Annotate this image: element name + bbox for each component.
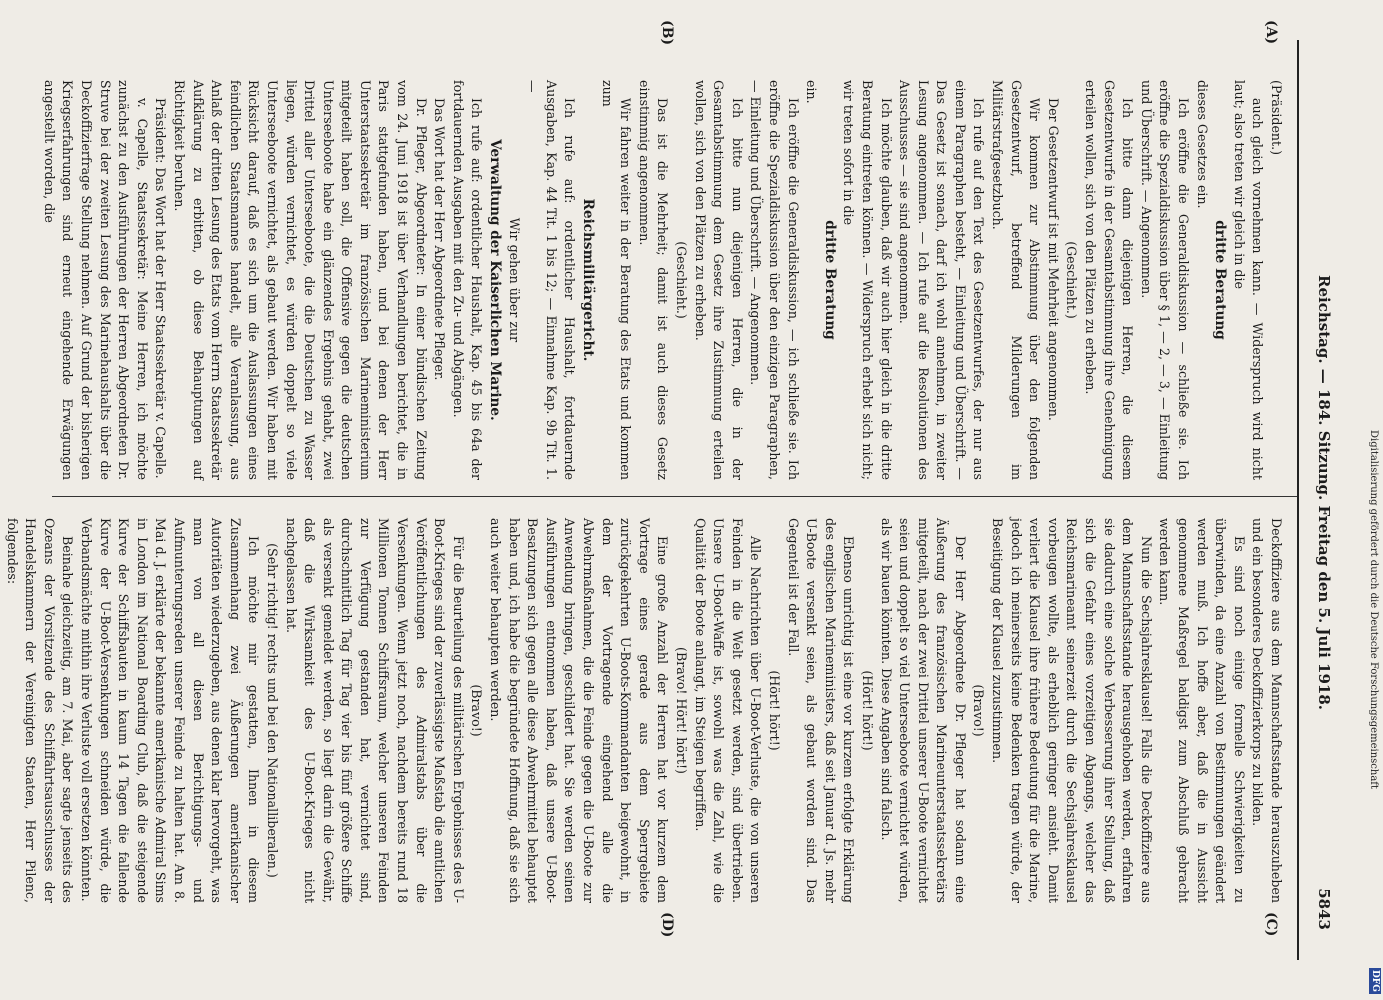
paragraph: auch gleich vornehmen kann. — Widerspruch wird nicht laut; also treten wir gleich in die [1231,80,1266,480]
interjection: (Bravo!) [469,684,485,737]
paragraph: Der Gesetzentwurf ist mit Mehrheit angenommen. [1045,98,1061,421]
margin-mark-a: (A) [1263,20,1279,45]
paragraph: dieses Gesetzes ein. [1194,80,1210,209]
paragraph: Deckoffiziere aus dem Mannschaftsstande herauszuheben und ein besonderes Deckoffizierkorps zu bilden. [1250,518,1284,903]
header-title: Reichstag. — 184. Sitzung. Freitag den 5. Juli 1918. [1315,275,1333,710]
margin-mark-b: (B) [659,20,675,46]
quotation [0,518,2,903]
paragraph: Das ist die Mehrheit; damit ist auch dieses Gesetz einstimmig angenommen. [636,80,671,480]
interjection: (Geschieht.) [674,241,689,319]
interjection: (Geschieht.) [1064,241,1080,319]
paragraph: Alle Nachrichten über U-Boot-Verluste, die von unseren Feinden in die Welt gesetzt werden, sind übertrieben. Unsere U-Boot-Waffe ist, sowohl was die Zahl, wie die Qualität der Boote anlangt, im Steigen begriffen. [692,518,764,903]
text-column-left [39,80,1285,480]
margin-mark-c: (C) [1263,912,1279,937]
paragraph: Wir fahren weiter in der Beratung des Etats und kommen zum [599,80,634,480]
paragraph: Wir kommen zur Abstimmung über den folgenden Gesetzentwurf, betreffend Milderungen im Militärstrafgesetzbuch. [990,80,1043,480]
paragraph: Ich eröffne die Generaldiskussion, — ich schließe sie. Ich eröffne die Spezialdiskussion über den einzigen Paragraphen, — Einleitung und Überschrift. — Angenommen. [748,80,801,480]
section-heading: dritte Beratung [1212,220,1229,340]
paragraph: Eine große Anzahl der Herren hat vor kurzem dem Vortrage eines gerade aus dem Sperrgebiete zurückgekehrten U-Boots-Kommandanten beigewohnt, in dem der Vortragende eingehend alle die Abwehrmaßnahmen, die die Feinde gegen die U-Boote zur Anwendung bringen, geschildert hat. Sie werden seinen Ausführungen entnommen haben, daß unsere U-Boot-Besatzungen sich gegen alle diese Abwehrmittel behauptet haben und, ich habe die begründete Hoffnung, daß sie sich auch weiter behaupten werden. [488,518,671,903]
paragraph: Für die Beurteilung des militärischen Ergebnisses des U-Boot-Krieges sind der zuverlässigste Maßstab die amtlichen Veröffentlichungen des Admiralstabs über die Versenkungen. Wenn jetzt noch, nachdem bereits rund 18 Millionen Tonnen Schiffsraum, welcher unseren Feinden zur Verfügung gestanden hat, vernichtet sind, durchschnittlich Tag für Tag vier bis fünf größere Schiffe als versenkt gemeldet werden, so liegt darin die Gewähr, daß die Wirksamkeit des U-Boot-Krieges nicht nachgelassen hat. [283,518,466,903]
page-number: 5843 [1315,888,1333,930]
digitization-credit: Digitalisierung gefördert durch die Deutsche Forschungsgemeinschaft [1368,430,1379,789]
dfg-logo-icon: DFG [1370,970,1380,992]
column-divider [52,496,1297,497]
paragraph: Ich eröffne die Generaldiskussion — schließe sie. Ich eröffne die Spezialdiskussion über § 1, — 2, — 3, — Einleitung und Überschrift. — Angenommen. [1138,80,1192,480]
paragraph: Ebenso unrichtig ist eine vor kurzem erfolgte Erklärung des englischen Marineministers, daß seit Januar d. Js. mehr U-Boote versenkt seien, als gebaut worden sind. Das Gegenteil ist der Fall. [785,518,857,903]
interjection: (Hört! hört!) [766,670,782,751]
page-header [1301,55,1341,930]
paragraph: Ich rufe auf den Text des Gesetzentwurfes, der nur aus einem Paragraphen besteht, — Einleitung und Überschrift. — Das Gesetz ist sonach, darf ich wohl annehmen, in zweiter Lesung angenommen. — Ich rufe auf die Resolutionen des Ausschusses — sie sind angenommen. [897,80,987,480]
section-heading: Reichsmilitärgericht. [580,198,597,362]
interjection: (Bravo! Hört! hört!) [674,647,689,774]
speech: Präsident: Das Wort hat der Herr Staatssekretär v. Capelle. [153,98,169,479]
paragraph: Der Herr Abgeordnete Dr. Pfleger hat sodann eine Äußerung des französischen Marineunterstaatssekretärs mitgeteilt, nach der zwei Drittel unserer U-Boote vernichtet seien und doppelt so viel Unterseeboote vernichtet würden, als wir bauen könnten. Diese Angaben sind falsch. [878,518,968,903]
paragraph: Ich möchte mir gestatten, Ihnen in diesem Zusammenhang zwei Äußerungen amerikanischer Autoritäten wiederzugeben, aus denen klar hervorgeht, was man von all diesen Berichtigungs- und Aufmunterungsreden unserer Feinde zu halten hat. Am 8. Mai d. J. erklärte der bekannte amerikanische Admiral Sims in London im National Boarding Club, daß die steigende Kurve der Schiffsbauten in kaum 14 Tagen die fallende Kurve der U-Boot-Versenkungen schneiden würde, die Verbandsmächte mithin ihre Verluste voll ersetzen könnten. [79,518,262,903]
interjection: (Sehr richtig! rechts und bei den Nationalliberalen.) [264,543,280,878]
paragraph: Ich bitte dann diejenigen Herren, die diesem Gesetzentwurfe in der Gesamtabstimmung ihre Genehmigung erteilen wollen, sich von den Plätzen zu erheben. [1083,80,1136,480]
paragraph: Das Wort hat der Herr Abgeordnete Pfleger. [432,98,448,381]
section-heading: dritte Beratung [821,220,838,340]
speech: Dr. Pfleger, Abgeordneter: In einer bündischen Zeitung vom 24. Juni 1918 ist über Verhandlungen berichtet, die in Paris stattgefunden haben, und bei denen der Herr Unterstaatssekretär im französischen Marineministerium mitgeteilt haben soll, die Offensive gegen die deutschen Unterseeboote habe ein glänzendes Ergebnis gehabt, zwei Drittel aller Unterseeboote, die die Deutschen zu Wasser liegen, würden vernichtet, es würden doppelt so viele Unterseeboote vernichtet, als gebaut werden. Wir haben mit Rücksicht darauf, daß es sich um die Auslassungen eines feindlichen Staatsmannes handelt, alle Veranlassung, aus Anlaß der dritten Lesung des Etats vom Herrn Staatssekretär Aufklärung zu erbitten, ob diese Behauptungen auf Richtigkeit beruhen. [171,80,429,480]
paragraph: Nun die Sechsjahresklausel! Falls die Deckoffiziere aus dem Mannschaftsstande herausgehoben werden, erfahren sie dadurch eine solche Verbesserung ihrer Stellung, daß sich die Gefahr eines vorzeitigen Abgangs, welcher das Reichsmarineamt seinerzeit durch die Sechsjahresklausel vorbeugen wollte, als erheblich geringer ansieht. Damit verliert die Klausel ihre frühere Bedeutung für die Marine, jedoch ich meinerseits keine Bedenken tragen würde, der Beseitigung der Klausel zuzustimmen. [990,518,1154,903]
paragraph: Ich möchte glauben, daß wir auch hier gleich in die dritte Beratung eintreten können. — Widerspruch erhebt sich nicht; wir treten sofort in die [841,80,894,480]
section-heading: Verwaltung der Kaiserlichen Marine. [487,139,504,421]
paragraph: Ich bitte nun diejenigen Herren, die in der Gesamtabstimmung dem Gesetz ihre Zustimmung erteilen wollen, sich von den Plätzen zu erheben. [692,80,745,480]
paragraph: Ich rufe auf: ordentlicher Haushalt, Kap. 45 bis 64a der fortdauernden Ausgaben mit den Zu- und Abgängen. [450,80,485,480]
paragraph: (Präsident.) [1269,80,1284,156]
paragraph: Beinahe gleichzeitig, am 7. Mai, aber sagte jenseits des Ozeans der Vorsitzende des Schiffahrtsausschusses der Handelskammern der Vereinigten Staaten, Herr Pilenc, folgendes: [4,518,76,903]
interjection: (Hört! hört!) [859,670,875,751]
paragraph: ein. [804,80,820,104]
text-column-right [0,518,1285,903]
paragraph: Ich rufe auf: ordentlicher Haushalt, fortdauernde Ausgaben, Kap. 44 Tit. 1 bis 12; — Einnahme Kap. 9b Tit. 1. — [525,80,578,480]
paragraph: Es sind noch einige formelle Schwierigkeiten zu überwinden, da eine Anzahl von Bestimmungen geändert werden muß. Ich hoffe aber, daß die in Aussicht genommene Maßregel baldigst zum Abschluß gebracht werden kann. [1157,518,1247,903]
interjection: (Bravo!) [971,684,987,737]
paragraph: Wir gehen über zur [506,217,522,343]
speech: v. Capelle, Staatssekretär: Meine Herren, ich möchte zunächst zu den Ausführungen der Herren Abgeordneten Dr. Struve bei der zweiten Lesung des Marinehaushalts über die Deckoffizierfrage Stellung nehmen. Auf Grund der bisherigen Kriegserfahrungen sind erneut eingehende Erwägungen angestellt worden, die [41,80,150,480]
margin-mark-d: (D) [659,912,675,938]
header-rule [1297,40,1299,960]
